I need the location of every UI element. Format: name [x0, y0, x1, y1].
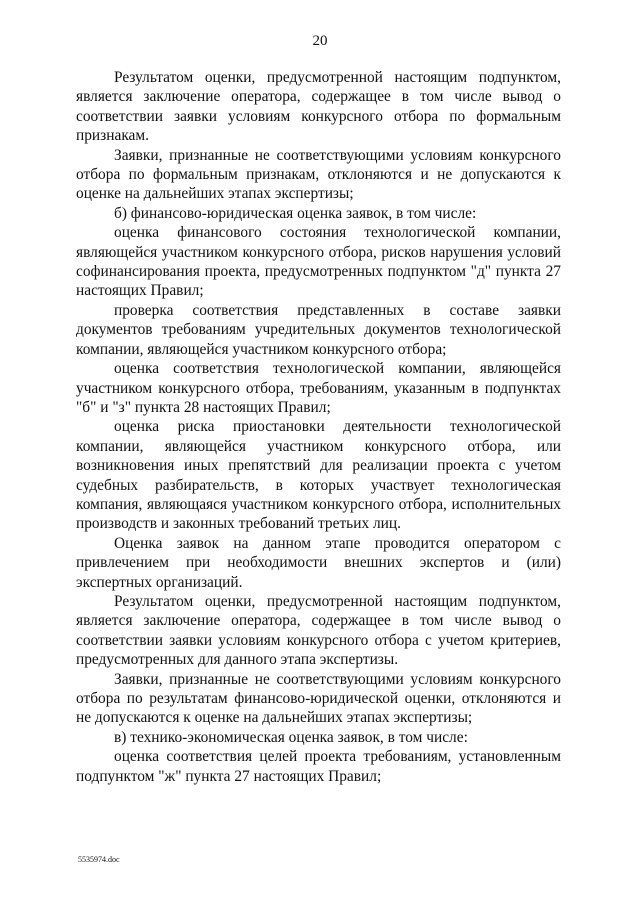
paragraph: б) финансово-юридическая оценка заявок, в том числе: [114, 204, 477, 222]
paragraph: оценка финансового состояния технологической компании, являющейся участником конкурсного отбора, рисков нарушения условий софинансирования проекта, предусмотренных подпунктом "д" пункта 27 настоящих Правил; [76, 224, 561, 300]
paragraph: Заявки, признанные не соответствующими условиям конкурсного отбора по формальным признакам, отклоняются и не допускаются к оценке на дальнейших этапах экспертизы; [76, 146, 561, 203]
paragraph: Заявки, признанные не соответствующими условиям конкурсного отбора по результатам финансово-юридической оценки, отклоняются и не допускаются к оценке на дальнейших этапах экспертизы; [76, 670, 561, 727]
page-number: 20 [312, 33, 328, 49]
paragraph: Оценка заявок на данном этапе проводится оператором с привлечением при необходимости внешних экспертов и (или) экспертных организаций. [76, 534, 561, 591]
paragraph: Результатом оценки, предусмотренной настоящим подпунктом, является заключение оператора, содержащее в том числе вывод о соответствии заявки условиям конкурсного отбора с учетом критериев, предусмотренных для данного этапа экспертизы. [76, 592, 561, 669]
paragraph: в) технико-экономическая оценка заявок, в том числе: [114, 728, 468, 746]
paragraph: оценка соответствия технологической компании, являющейся участником конкурсного отбора, требованиям, указанным в подпунктах "б" и "з" пункта 28 настоящих Правил; [76, 360, 561, 416]
paragraph: проверка соответствия представленных в составе заявки документов требованиям учредительных документов технологической компании, являющейся участником конкурсного отбора; [76, 301, 561, 358]
paragraph: Результатом оценки, предусмотренной настоящим подпунктом, является заключение оператора, содержащее в том числе вывод о соответствии заявки условиям конкурсного отбора по формальным признакам. [76, 69, 561, 145]
paragraph: оценка соответствия целей проекта требованиям, установленным подпунктом "ж" пункта 27 настоящих Правил; [76, 748, 561, 785]
paragraph: оценка риска приостановки деятельности технологической компании, являющейся участником конкурсного отбора, или возникновения иных препятствий для реализации проекта с учетом судебных разбирательств, в которых участвует технологическая компания, являющаяся участником конкурсного отбора, исполнительных производств и законных требований третьих лиц. [76, 418, 561, 533]
document-body [76, 68, 561, 786]
file-footer: 5535974.doc [78, 855, 120, 864]
